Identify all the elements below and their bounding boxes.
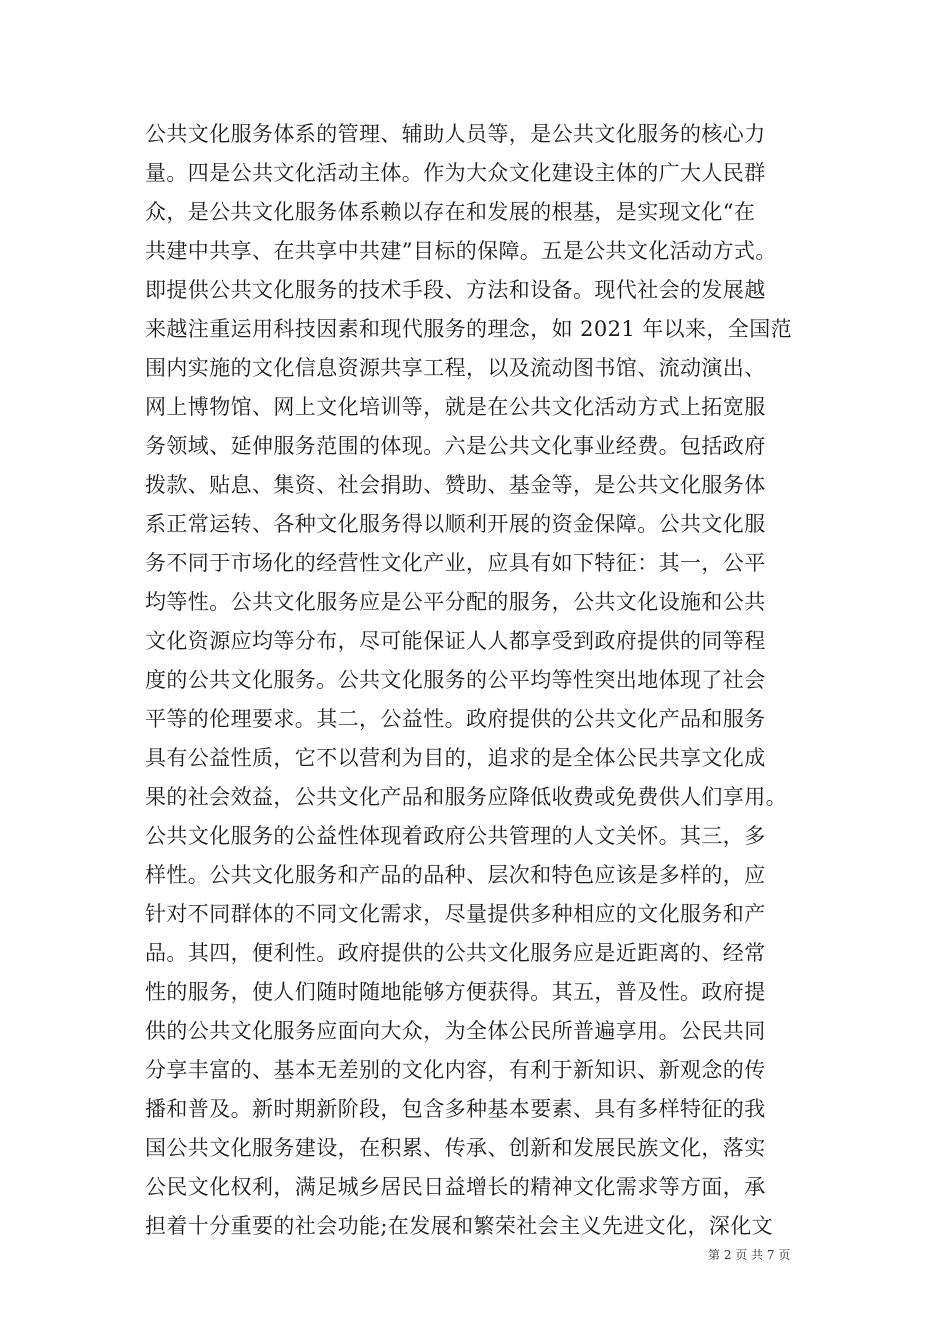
text-line: 供的公共文化服务应面向大众，为全体公民所普遍享用。公民共同 [145, 1019, 766, 1043]
text-line: 网上博物馆、网上文化培训等，就是在公共文化活动方式上拓宽服 [145, 395, 766, 419]
text-line: 担着十分重要的社会功能;在发展和繁荣社会主义先进文化，深化文 [145, 1214, 774, 1238]
text-line: 来越注重运用科技因素和现代服务的理念，如 2021 年以来，全国范 [145, 317, 792, 341]
text-line: 果的社会效益，公共文化产品和服务应降低收费或免费供人们享用。 [145, 785, 787, 809]
text-line: 公民文化权利，满足城乡居民日益增长的精神文化需求等方面，承 [145, 1175, 766, 1199]
text-line: 拨款、贴息、集资、社会捐助、赞助、基金等，是公共文化服务体 [145, 473, 766, 497]
text-line: 针对不同群体的不同文化需求，尽量提供多种相应的文化服务和产 [145, 902, 766, 926]
text-line: 务不同于市场化的经营性文化产业，应具有如下特征：其一，公平 [145, 551, 766, 575]
body-text [145, 115, 815, 1246]
text-line: 国公共文化服务建设，在积累、传承、创新和发展民族文化，落实 [145, 1136, 766, 1160]
text-line: 性的服务，使人们随时随地能够方便获得。其五，普及性。政府提 [145, 980, 766, 1004]
text-line: 共建中共享、在共享中共建”目标的保障。五是公共文化活动方式。 [145, 239, 777, 263]
text-line: 量。四是公共文化活动主体。作为大众文化建设主体的广大人民群 [145, 161, 766, 185]
text-line: 均等性。公共文化服务应是公平分配的服务，公共文化设施和公共 [145, 590, 766, 614]
text-line: 系正常运转、各种文化服务得以顺利开展的资金保障。公共文化服 [145, 512, 766, 536]
text-line: 品。其四，便利性。政府提供的公共文化服务应是近距离的、经常 [145, 941, 766, 965]
text-line: 众，是公共文化服务体系赖以存在和发展的根基，是实现文化“在 [145, 200, 756, 224]
text-line: 播和普及。新时期新阶段，包含多种基本要素、具有多样特征的我 [145, 1097, 766, 1121]
text-line: 样性。公共文化服务和产品的品种、层次和特色应该是多样的，应 [145, 863, 766, 887]
text-line: 围内实施的文化信息资源共享工程，以及流动图书馆、流动演出、 [145, 356, 766, 380]
text-line: 务领域、延伸服务范围的体现。六是公共文化事业经费。包括政府 [145, 434, 766, 458]
text-line: 即提供公共文化服务的技术手段、方法和设备。现代社会的发展越 [145, 278, 766, 302]
text-line: 文化资源应均等分布，尽可能保证人人都享受到政府提供的同等程 [145, 629, 766, 653]
text-line: 分享丰富的、基本无差别的文化内容，有利于新知识、新观念的传 [145, 1058, 766, 1082]
text-line: 平等的伦理要求。其二，公益性。政府提供的公共文化产品和服务 [145, 707, 766, 731]
text-line: 度的公共文化服务。公共文化服务的公平均等性突出地体现了社会 [145, 668, 766, 692]
page-number-footer: 第 2 页 共 7 页 [708, 1248, 791, 1262]
text-line: 公共文化服务的公益性体现着政府公共管理的人文关怀。其三，多 [145, 824, 766, 848]
text-line: 具有公益性质，它不以营利为目的，追求的是全体公民共享文化成 [145, 746, 766, 770]
text-line: 公共文化服务体系的管理、辅助人员等，是公共文化服务的核心力 [145, 122, 766, 146]
